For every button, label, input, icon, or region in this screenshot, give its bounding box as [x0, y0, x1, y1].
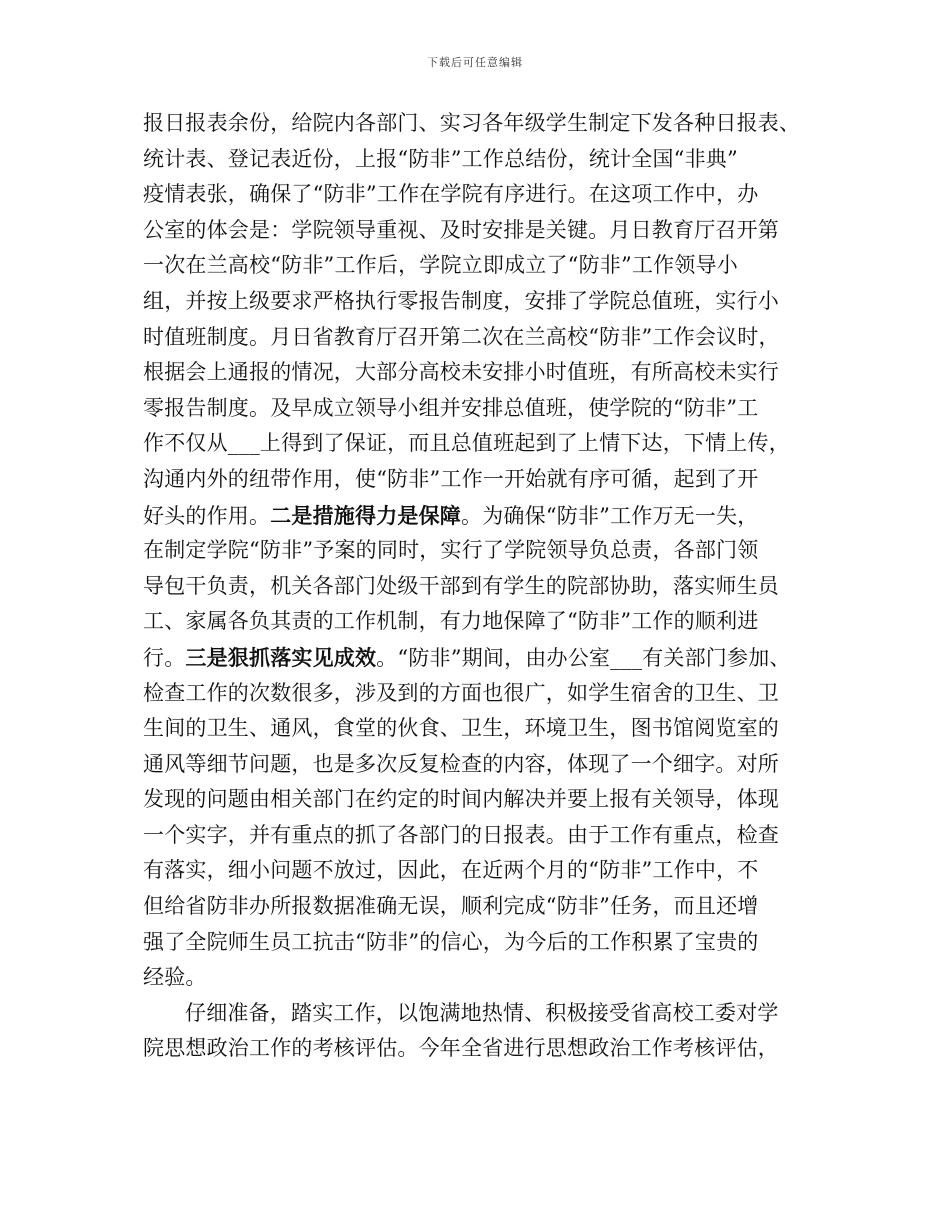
- text-line: 经验。: [143, 965, 207, 990]
- text-line: 院思想政治工作的考核评估。今年全省进行思想政治工作考核评估，: [143, 1036, 779, 1061]
- text-line: 零报告制度。及早成立领导小组并安排总值班，使学院的“防非”工: [143, 395, 759, 420]
- page-header: 下载后可任意编辑: [427, 56, 523, 69]
- text-line: 强了全院师生员工抗击“防非”的信心，为今后的工作积累了宝贵的: [143, 929, 759, 954]
- text-line: 有落实，细小问题不放过，因此，在近两个月的“防非”工作中，不: [143, 858, 759, 883]
- text-line: [143, 498, 833, 534]
- text-line: 在制定学院“防非”予案的同时，实行了学院领导负总责，各部门领: [143, 538, 759, 563]
- bold-heading: 三是狠抓落实见成效: [185, 644, 377, 670]
- text-line: 工、家属各负其责的工作机制，有力地保障了“防非”工作的顺利进: [143, 609, 759, 634]
- bold-heading: 二是措施得力是保障: [270, 502, 462, 528]
- text-line: [143, 640, 833, 676]
- text-run: 好头的作用。: [143, 503, 271, 528]
- text-line: 统计表、登记表近份，上报“防非”工作总结份，统计全国“非典”: [143, 146, 738, 171]
- text-line: 组，并按上级要求严格执行零报告制度，安排了学院总值班，实行小: [143, 288, 779, 313]
- text-line: 检查工作的次数很多，涉及到的方面也很广，如学生宿舍的卫生、卫: [143, 680, 779, 705]
- text-line: 一次在兰高校“防非”工作后，学院立即成立了“防非”工作领导小: [143, 253, 738, 278]
- paragraph: [143, 106, 833, 996]
- text-line: 仔细准备，踏实工作，以饱满地热情、积极接受省高校工委对学: [185, 1000, 779, 1025]
- text-run: 行。: [143, 645, 186, 670]
- document-body: [143, 106, 833, 1067]
- text-line: 通风等细节问题，也是多次反复检查的内容，体现了一个细字。对所: [143, 751, 779, 776]
- text-line: 发现的问题由相关部门在约定的时间内解决并要上报有关领导，体现: [143, 787, 779, 812]
- text-line: 一个实字，并有重点的抓了各部门的日报表。由于工作有重点，检查: [143, 822, 779, 847]
- text-line: 但给省防非办所报数据准确无误，顺利完成“防非”任务，而且还增: [143, 894, 759, 919]
- text-line: 沟通内外的纽带作用，使“防非”工作一开始就有序可循，起到了开: [143, 466, 759, 491]
- text-line: 生间的卫生、通风，食堂的伙食、卫生，环境卫生，图书馆阅览室的: [143, 716, 779, 741]
- text-line: 疫情表张，确保了“防非”工作在学院有序进行。在这项工作中，办: [143, 182, 759, 207]
- text-run: 。“防非”期间，由办公室___有关部门参加、: [376, 645, 791, 670]
- text-line: 公室的体会是：学院领导重视、及时安排是关键。月日教育厅召开第: [143, 217, 779, 242]
- text-line: 导包干负责，机关各部门处级干部到有学生的院部协助，落实师生员: [143, 573, 779, 598]
- text-run: 。为确保“防非”工作万无一失，: [461, 503, 759, 528]
- text-line: 作不仅从___上得到了保证，而且总值班起到了上情下达，下情上传，: [143, 431, 790, 456]
- text-line: 报日报表余份，给院内各部门、实习各年级学生制定下发各种日报表、: [143, 111, 801, 135]
- paragraph: [143, 996, 833, 1067]
- text-line: 时值班制度。月日省教育厅召开第二次在兰高校“防非”工作会议时，: [143, 324, 780, 349]
- text-line: 根据会上通报的情况，大部分高校未安排小时值班，有所高校未实行: [143, 360, 779, 385]
